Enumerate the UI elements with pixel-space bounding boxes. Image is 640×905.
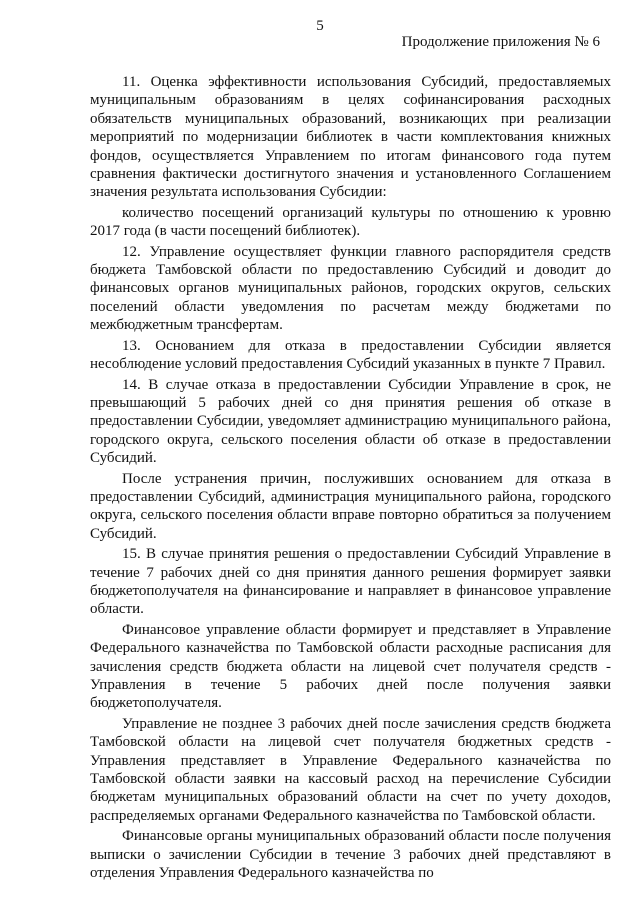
paragraph-14-continuation: После устранения причин, послуживших основанием для отказа в предоставлении Субсидий, администрация муниципального района, городского округа, сельского поселения области вправе повторно обратиться за получением Субсидий. <box>90 470 611 542</box>
paragraph-12: 12. Управление осуществляет функции главного распорядителя средств бюджета Тамбовской области по предоставлению Субсидий и доводит до финансовых органов муниципальных районов, городских округов, сельских поселений области уведомления по расчетам между бюджетами по межбюджетным трансфертам. <box>90 243 611 334</box>
paragraph-15: 15. В случае принятия решения о предоставлении Субсидий Управление в течение 7 рабочих дней со дня принятия данного решения формирует заявки бюджетополучателя на финансирование и направляет в финансовое управление области. <box>90 546 611 618</box>
paragraph-15-financial-department: Финансовое управление области формирует и представляет в Управление Федерального казначейства по Тамбовской области расходные расписания для зачисления средств бюджета области на лицевой счет получателя средств - Управления в течение 5 рабочих дней после получения заявки бюджетополучателя. <box>90 621 611 712</box>
header-note: Продолжение приложения № 6 <box>401 34 600 50</box>
paragraph-14: 14. В случае отказа в предоставлении Субсидии Управление в срок, не превышающий 5 рабочих дней со дня принятия решения об отказе в предоставлении Субсидии, уведомляет администрацию муниципального района, городского округа, сельского поселения области об отказе в предоставлении Субсидий. <box>90 376 611 467</box>
paragraph-15-financial-bodies: Финансовые органы муниципальных образований области после получения выписки о зачислении Субсидии в течение 3 рабочих дней представляют в отделения Управления Федерального казначейства по <box>90 828 611 882</box>
paragraph-15-management: Управление не позднее 3 рабочих дней после зачисления средств бюджета Тамбовской области на лицевой счет получателя бюджетных средств - Управления представляет в Управление Федерального казначейства по Тамбовской области заявки на кассовый расход на перечисление Субсидии бюджетам муниципальных образований области на счет по учету доходов, распределяемых органами Федерального казначейства по Тамбовской области. <box>90 715 611 824</box>
paragraph-11-indicator: количество посещений организаций культуры по отношению к уровню 2017 года (в части посещений библиотек). <box>90 204 611 240</box>
page-number: 5 <box>316 18 324 34</box>
paragraph-13: 13. Основанием для отказа в предоставлении Субсидии является несоблюдение условий предоставления Субсидий указанных в пункте 7 Правил. <box>90 337 611 373</box>
paragraph-11: 11. Оценка эффективности использования Субсидий, предоставляемых муниципальным образованиям в целях софинансирования расходных обязательств муниципальных образований, возникающих при реализации мероприятий по модернизации библиотек в части комплектования книжных фондов, осуществляется Управлением по итогам финансового года путем сравнения фактически достигнутого значения и установленного Соглашением значения результата использования Субсидии: <box>90 74 611 201</box>
document-body <box>90 73 611 884</box>
